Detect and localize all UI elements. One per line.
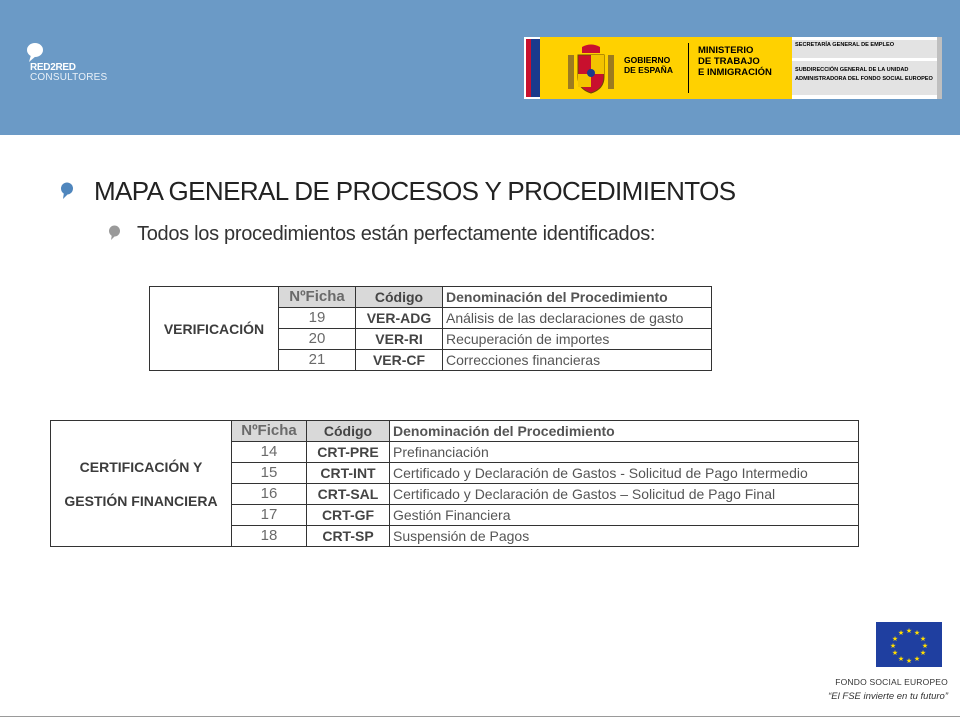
- secretaria-panel: [792, 37, 942, 99]
- eu-stars-icon: [876, 622, 942, 667]
- group-label: CERTIFICACIÓN Y GESTIÓN FINANCIERA: [51, 421, 232, 547]
- eu-flag-icon: [876, 622, 942, 667]
- svg-text:★: ★: [889, 642, 897, 650]
- svg-text:★: ★: [919, 635, 927, 643]
- cell-denominacion: Recuperación de importes: [443, 329, 712, 350]
- fse-slogan: “El FSE invierte en tu futuro”: [828, 691, 948, 702]
- svg-text:★: ★: [891, 635, 899, 643]
- coat-of-arms-icon: [566, 43, 616, 95]
- title-bullet-icon: [60, 182, 74, 200]
- gobierno-text: GOBIERNO DE ESPAÑA: [624, 55, 673, 75]
- header-banner: [0, 0, 960, 135]
- cell-nficha: 16: [232, 484, 307, 505]
- cell-nficha: 19: [279, 308, 356, 329]
- svg-text:★: ★: [913, 655, 921, 663]
- cell-nficha: 20: [279, 329, 356, 350]
- cell-codigo: CRT-INT: [307, 463, 390, 484]
- svg-text:★: ★: [897, 629, 905, 637]
- cell-codigo: CRT-GF: [307, 505, 390, 526]
- logo-line1: RED2RED: [30, 62, 76, 73]
- bottom-divider: [0, 716, 960, 717]
- svg-text:★: ★: [905, 657, 913, 665]
- certificacion-table: [50, 420, 859, 547]
- header-denominacion: Denominación del Procedimiento: [443, 287, 712, 308]
- cell-codigo: CRT-SP: [307, 526, 390, 547]
- svg-text:★: ★: [913, 629, 921, 637]
- verificacion-table: [149, 286, 712, 371]
- eu-spain-flag-strip: [526, 39, 540, 97]
- cell-denominacion: Certificado y Declaración de Gastos - Solicitud de Pago Intermedio: [390, 463, 859, 484]
- svg-text:★: ★: [921, 642, 929, 650]
- ministerio-text: MINISTERIO DE TRABAJO E INMIGRACIÓN: [698, 45, 772, 78]
- cell-nficha: 14: [232, 442, 307, 463]
- svg-text:★: ★: [891, 649, 899, 657]
- svg-text:★: ★: [919, 649, 927, 657]
- subdireccion-text: SUBDIRECCIÓN GENERAL DE LA UNIDAD ADMINISTRADORA DEL FONDO SOCIAL EUROPEO: [795, 67, 933, 82]
- header-denominacion: Denominación del Procedimiento: [390, 421, 859, 442]
- cell-denominacion: Suspensión de Pagos: [390, 526, 859, 547]
- cell-nficha: 17: [232, 505, 307, 526]
- cell-denominacion: Certificado y Declaración de Gastos – Solicitud de Pago Final: [390, 484, 859, 505]
- page-title: MAPA GENERAL DE PROCESOS Y PROCEDIMIENTOS: [94, 176, 736, 206]
- group-label: VERIFICACIÓN: [150, 287, 279, 371]
- cell-codigo: CRT-PRE: [307, 442, 390, 463]
- page-subtitle: Todos los procedimientos están perfectamente identificados:: [137, 223, 656, 245]
- header-nficha: NºFicha: [232, 421, 307, 442]
- subtitle-bullet-icon: [108, 225, 121, 241]
- fse-name: FONDO SOCIAL EUROPEO: [835, 677, 948, 687]
- cell-denominacion: Gestión Financiera: [390, 505, 859, 526]
- header-codigo: Código: [307, 421, 390, 442]
- speech-bubble-icon: [26, 42, 46, 64]
- cell-nficha: 18: [232, 526, 307, 547]
- svg-text:★: ★: [905, 627, 913, 635]
- svg-text:★: ★: [897, 655, 905, 663]
- gobierno-panel: [540, 37, 792, 99]
- government-logo: [524, 37, 942, 99]
- cell-denominacion: Análisis de las declaraciones de gasto: [443, 308, 712, 329]
- cell-codigo: VER-ADG: [356, 308, 443, 329]
- cell-denominacion: Correcciones financieras: [443, 350, 712, 371]
- cell-nficha: 15: [232, 463, 307, 484]
- logo-line2: CONSULTORES: [30, 72, 108, 83]
- cell-nficha: 21: [279, 350, 356, 371]
- cell-codigo: VER-RI: [356, 329, 443, 350]
- table-header-row: [51, 421, 859, 442]
- header-nficha: NºFicha: [279, 287, 356, 308]
- table-header-row: [150, 287, 712, 308]
- secretaria-text: SECRETARÍA GENERAL DE EMPLEO: [795, 42, 895, 48]
- cell-denominacion: Prefinanciación: [390, 442, 859, 463]
- cell-codigo: CRT-SAL: [307, 484, 390, 505]
- header-codigo: Código: [356, 287, 443, 308]
- cell-codigo: VER-CF: [356, 350, 443, 371]
